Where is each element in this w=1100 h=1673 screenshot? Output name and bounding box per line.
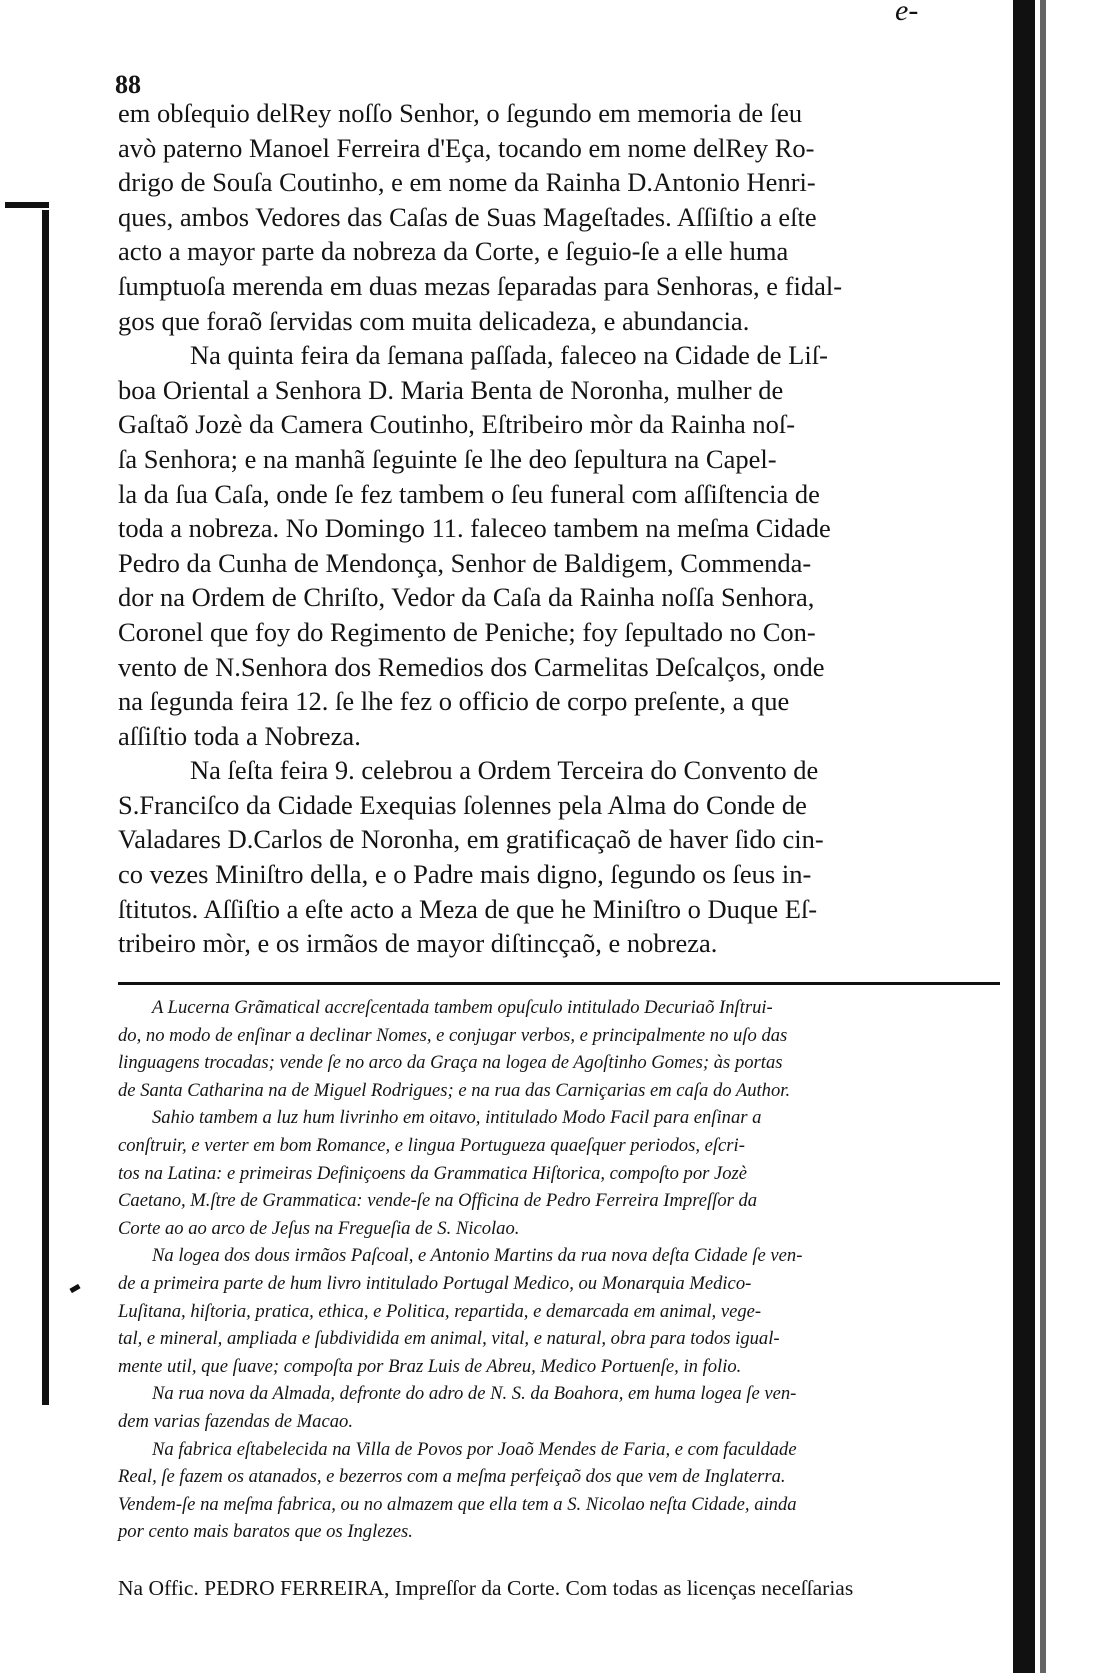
imprint-line: Na Offic. PEDRO FERREIRA, Impreſſor da Corte. Com todas as licenças neceſſarias: [118, 1576, 854, 1600]
scan-bracket-left: [5, 202, 49, 208]
notice-lucerna-gramatical: A Lucerna Grãmatical accreſcentada tambem opuſculo intitulado Decuriaõ Inſtrui- do, no modo de enſinar a declinar Nomes, e conjugar verbos, e principalmente no uſo das linguagens trocadas; vende ſe no arco da Graça na logea de Agoſtinho Gomes; às portas de Santa Catharina na de Miguel Rodrigues; e na rua das Carniçarias em caſa do Author.: [118, 997, 791, 1101]
scan-bar-left: [42, 210, 49, 1405]
scan-edge-right: [1040, 0, 1046, 1673]
page-number: 88: [115, 70, 141, 99]
body-paragraph-1: em obſequio delRey noſſo Senhor, o ſegundo em memoria de ſeu avò paterno Manoel Ferreira d'Eça, tocando em nome delRey Ro- drigo de Souſa Coutinho, e em nome da Rainha D.Antonio Henri- ques, ambos Vedores das Caſas de Suas Mageſtades. Aſſiſtio a eſte acto a mayor parte da nobreza da Corte, e ſeguio-ſe a elle huma ſumptuoſa merenda em duas mezas ſeparadas para Senhoras, e fidal- gos que foraõ ſervidas com muita delicadeza, e abundancia.: [118, 98, 843, 336]
main-text: [118, 96, 998, 961]
notice-fazendas-macao: Na rua nova da Almada, defronte do adro de N. S. da Boahora, em huma logea ſe ven- dem varias fazendas de Macao.: [118, 1383, 797, 1432]
corner-mark: e-: [895, 0, 919, 27]
scan-dash-left: [69, 1284, 80, 1293]
body-paragraph-3: Na ſeſta feira 9. celebrou a Ordem Terceira do Convento de S.Franciſco da Cidade Exequias ſolennes pela Alma do Conde de Valadares D.Carlos de Noronha, em gratificaçaõ de haver ſido cin- co vezes Miniſtro della, e o Padre mais digno, ſegundo os ſeus in- ſtitutos. Aſſiſtio a eſte acto a Meza de que he Miniſtro o Duque Eſ- tribeiro mòr, e os irmãos de mayor diſtincçaõ, e nobreza.: [118, 755, 824, 959]
notice-portugal-medico: Na logea dos dous irmãos Paſcoal, e Antonio Martins da rua nova deſta Cidade ſe ven- de a primeira parte de hum livro intitulado Portugal Medico, ou Monarquia Medico- Luſitana, hiſtoria, pratica, ethica, e Politica, repartida, e demarcada em animal, vege- tal, e mineral, ampliada e ſubdividida em animal, vital, e natural, obra para todos igual- mente util, que ſuave; compoſta por Braz Luis de Abreu, Medico Portuenſe, in folio.: [118, 1245, 803, 1377]
notice-fabrica-povos: Na fabrica eſtabelecida na Villa de Povos por Joaõ Mendes de Faria, e com faculdade Real, ſe fazem os atanados, e bezerros com a meſma perfeiçaõ dos que vem de Inglaterra. Vendem-ſe na meſma fabrica, ou no almazem que ella tem a S. Nicolao neſta Cidade, ainda por cento mais baratos que os Inglezes.: [118, 1438, 797, 1543]
body-paragraph-2: Na quinta feira da ſemana paſſada, faleceo na Cidade de Liſ- boa Oriental a Senhora D. Maria Benta de Noronha, mulher de Gaſtaõ Jozè da Camera Coutinho, Eſtribeiro mòr da Rainha noſ- ſa Senhora; e na manhã ſeguinte ſe lhe deo ſepultura na Capel- la da ſua Caſa, onde ſe fez tambem o ſeu funeral com aſſiſtencia de toda a nobreza. No Domingo 11. faleceo tambem na meſma Cidade Pedro da Cunha de Mendonça, Senhor de Baldigem, Commenda- dor na Ordem de Chriſto, Vedor da Caſa da Rainha noſſa Senhora, Coronel que foy do Regimento de Peniche; foy ſepultado no Con- vento de N.Senhora dos Remedios dos Carmelitas Deſcalços, onde na ſegunda feira 12. ſe lhe fez o officio de corpo preſente, a que aſſiſtio toda a Nobreza.: [118, 340, 831, 751]
notice-modo-facil: Sahio tambem a luz hum livrinho em oitavo, intitulado Modo Facil para enſinar a conſtruir, e verter em bom Romance, e lingua Portugueza quaeſquer periodos, eſcri- tos na Latina: e primeiras Definiçoens da Grammatica Hiſtorica, compoſto por Jozè Caetano, M.ſtre de Grammatica: vende-ſe na Officina de Pedro Ferreira Impreſſor da Corte ao ao arco de Jeſus na Fregueſia de S. Nicolao.: [118, 1107, 762, 1239]
scan-bar-right: [1013, 0, 1035, 1673]
section-divider: [118, 982, 1000, 985]
notices-section: [118, 994, 1000, 1546]
